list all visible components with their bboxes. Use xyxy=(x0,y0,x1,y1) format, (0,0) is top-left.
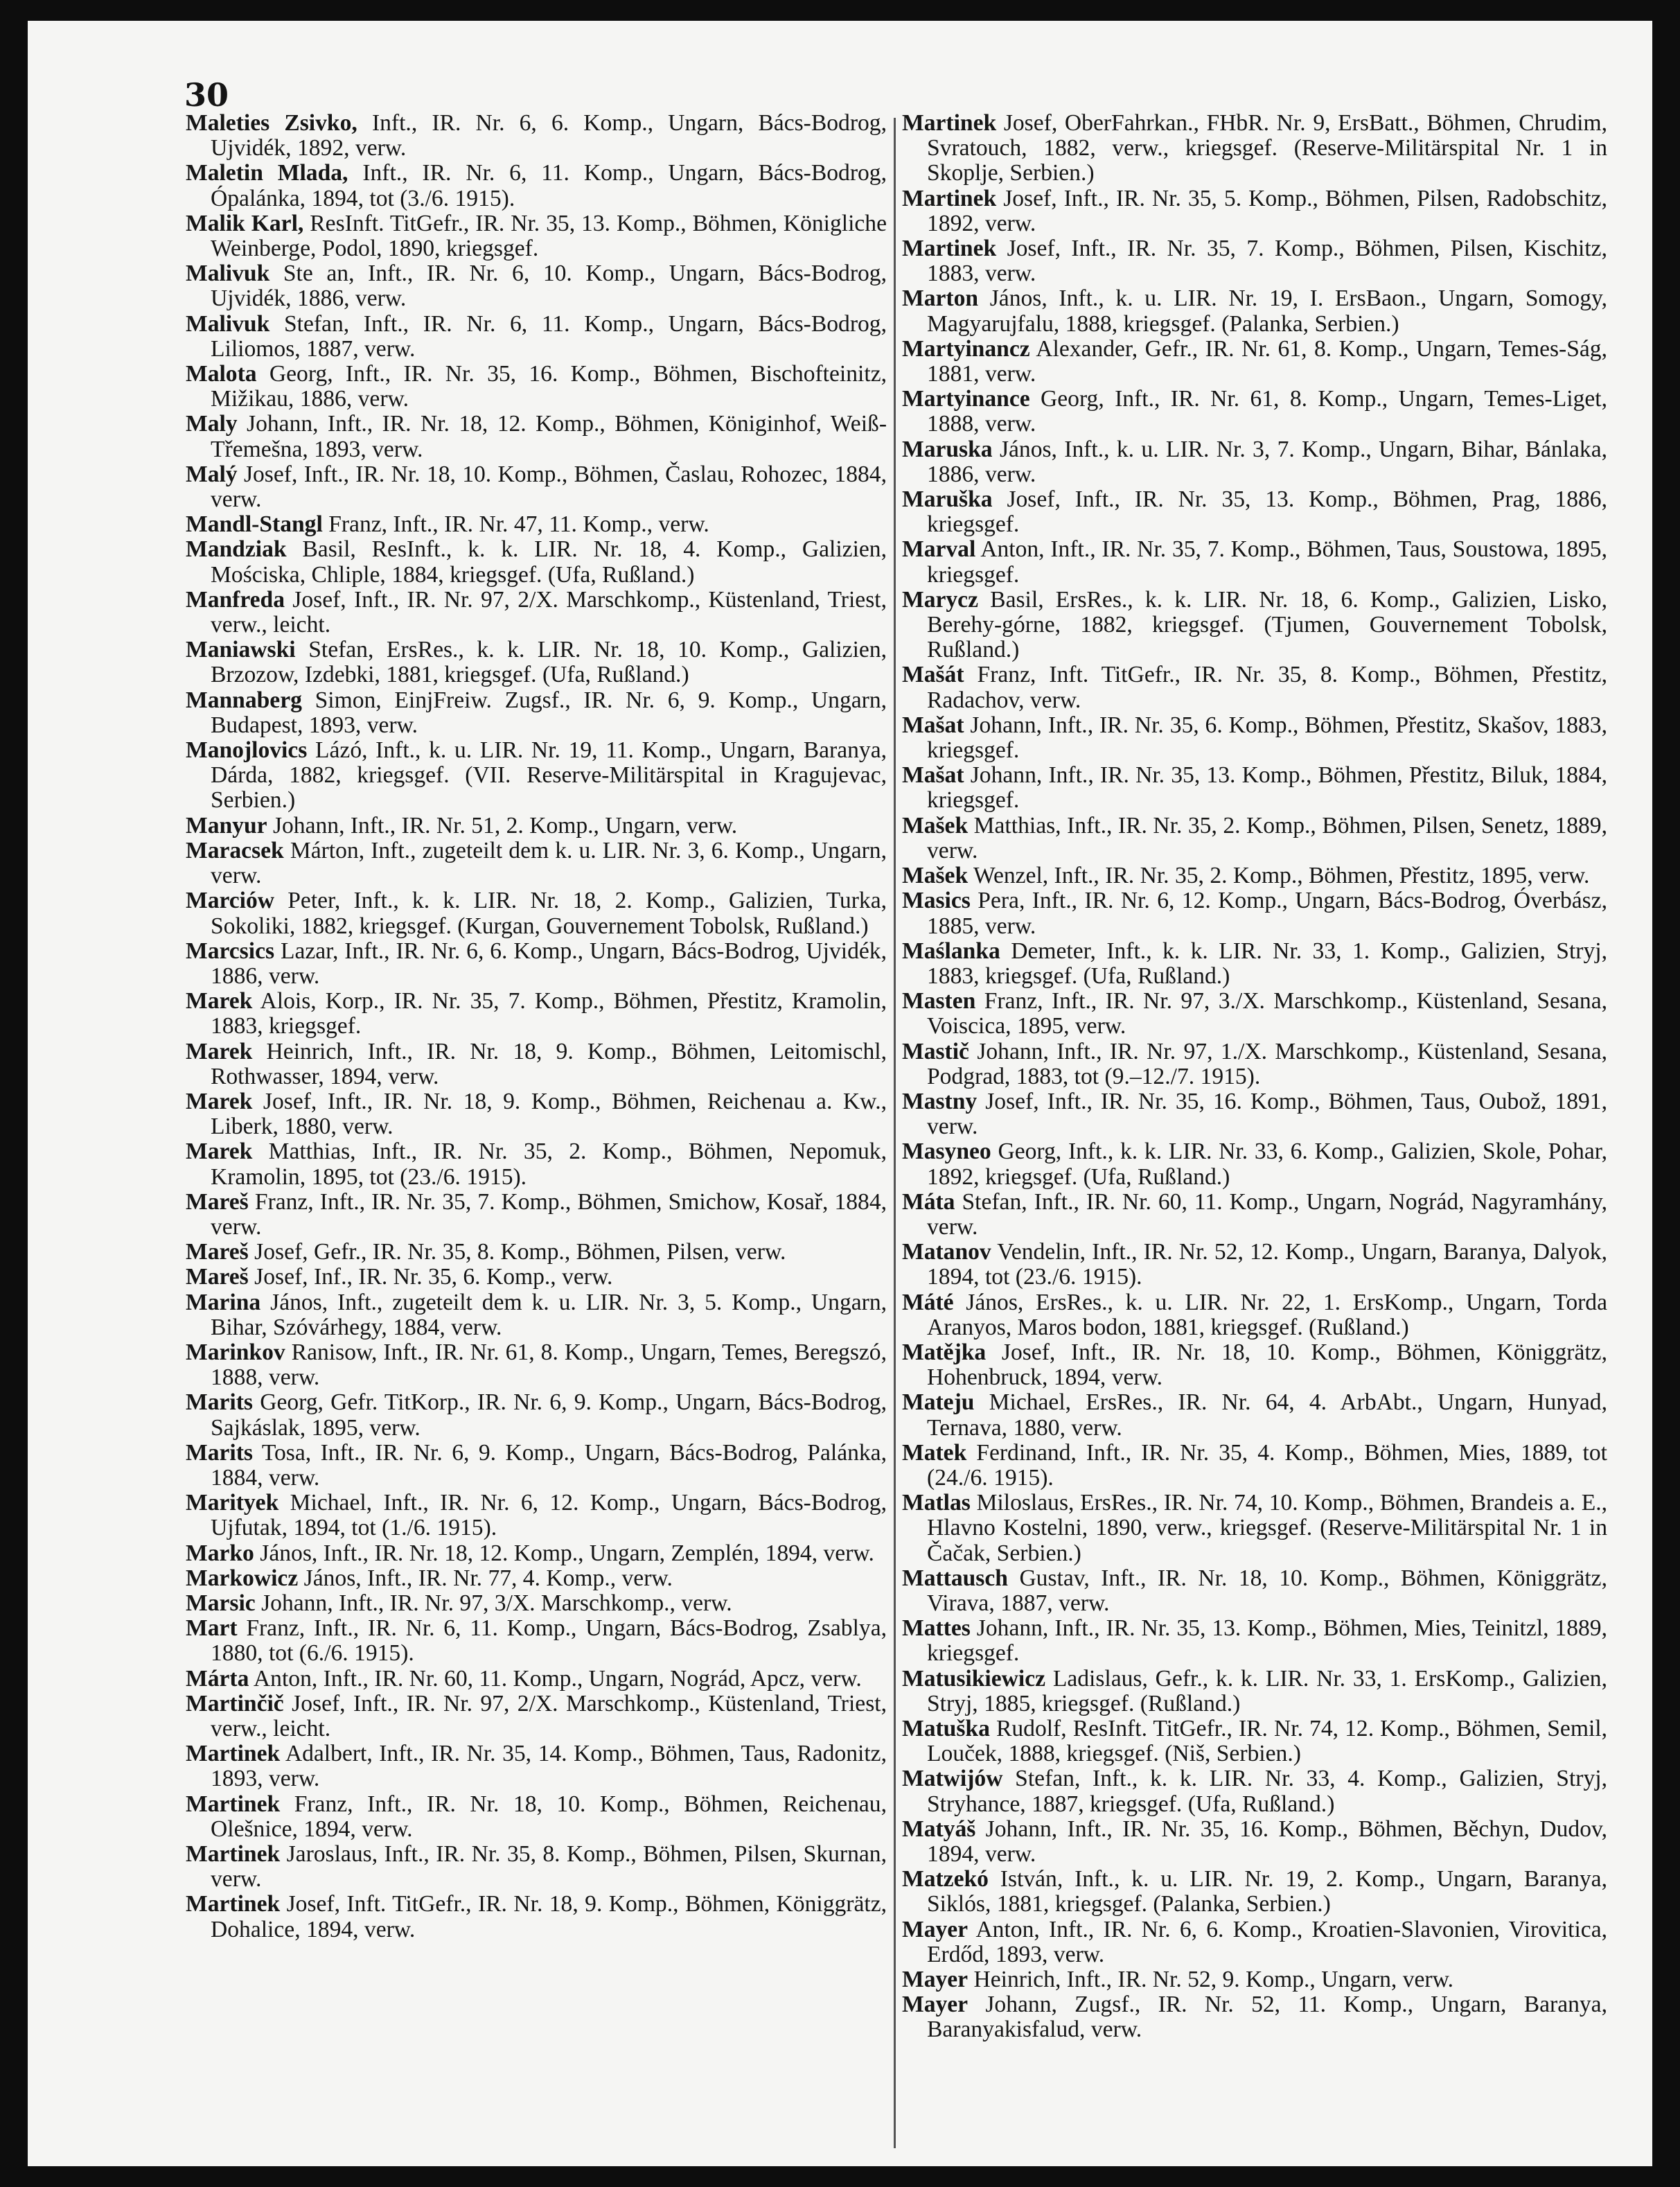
list-entry xyxy=(186,1089,887,1139)
list-entry xyxy=(902,863,1607,888)
entry-surname: Mašek xyxy=(902,863,969,889)
list-entry xyxy=(902,1441,1607,1491)
list-entry xyxy=(186,814,887,838)
list-entry xyxy=(902,814,1607,863)
entry-details: Franz, Inft., IR. Nr. 47, 11. Komp., verw. xyxy=(328,511,709,538)
list-entry xyxy=(186,939,887,989)
entry-details: Basil, ErsRes., k. k. LIR. Nr. 18, 6. Komp., Galizien, Lisko, Berehy-górne, 1882, kriegsgef. (Tjumen, Gouvernement Tobolsk, Rußland.) xyxy=(927,586,1607,663)
entry-surname: Marina xyxy=(186,1289,261,1315)
entry-details: Heinrich, Inft., IR. Nr. 52, 9. Komp., Ungarn, verw. xyxy=(973,1967,1454,1993)
entry-surname: Matlas xyxy=(902,1490,971,1516)
entry-details: Michael, Inft., IR. Nr. 6, 12. Komp., Ungarn, Bács-Bodrog, Ujfutak, 1894, tot (1./6. 1915). xyxy=(211,1490,887,1541)
list-entry xyxy=(902,437,1607,487)
list-entry xyxy=(186,211,887,261)
entry-surname: Masten xyxy=(902,988,976,1015)
list-entry xyxy=(186,1390,887,1440)
entry-details: Franz, Inft. TitGefr., IR. Nr. 35, 8. Komp., Böhmen, Přestitz, Radachov, verw. xyxy=(927,662,1607,713)
entry-details: Matthias, Inft., IR. Nr. 35, 2. Komp., Böhmen, Nepomuk, Kramolin, 1895, tot (23./6. 1915). xyxy=(211,1139,887,1190)
entry-details: Franz, Inft., IR. Nr. 18, 10. Komp., Böhmen, Reichenau, Olešnice, 1894, verw. xyxy=(211,1791,887,1842)
list-entry xyxy=(186,1566,887,1591)
entry-details: Wenzel, Inft., IR. Nr. 35, 2. Komp., Böhmen, Přestitz, 1895, verw. xyxy=(973,863,1590,889)
entry-surname: Matzekó xyxy=(902,1866,989,1892)
entry-surname: Matějka xyxy=(902,1339,987,1365)
list-entry xyxy=(902,1390,1607,1440)
list-entry xyxy=(902,111,1607,186)
entry-details: Stefan, Inft., IR. Nr. 6, 11. Komp., Ungarn, Bács-Bodrog, Liliomos, 1887, verw. xyxy=(211,310,887,362)
list-entry xyxy=(902,1566,1607,1616)
entry-surname: Mayer xyxy=(902,1916,969,1942)
entry-surname: Marton xyxy=(902,286,979,312)
list-entry xyxy=(186,1792,887,1842)
entry-surname: Markowicz xyxy=(186,1565,299,1591)
entry-details: Inft., IR. Nr. 6, 6. Komp., Ungarn, Bács-Bodrog, Ujvidék, 1892, verw. xyxy=(211,110,887,161)
entry-details: Johann, Inft., IR. Nr. 18, 12. Komp., Böhmen, Königinhof, Weiß-Třemešna, 1893, verw. xyxy=(211,411,887,462)
entry-surname: Masics xyxy=(902,888,971,914)
list-entry xyxy=(186,312,887,362)
entry-details: Josef, Inft., IR. Nr. 35, 16. Komp., Böhmen, Taus, Oubož, 1891, verw. xyxy=(927,1088,1607,1140)
entry-surname: Marek xyxy=(186,1139,253,1165)
list-entry xyxy=(902,1491,1607,1566)
entry-details: Stefan, Inft., k. k. LIR. Nr. 33, 4. Komp., Galizien, Stryj, Stryhance, 1887, kriegsgef. (Ufa, Rußland.) xyxy=(927,1766,1607,1817)
entry-details: Ste an, Inft., IR. Nr. 6, 10. Komp., Ungarn, Bács-Bodrog, Ujvidék, 1886, verw. xyxy=(211,261,887,312)
entry-details: Basil, ResInft., k. k. LIR. Nr. 18, 4. Komp., Galizien, Mościska, Chliple, 1884, kriegsgef. (Ufa, Rußland.) xyxy=(211,536,887,588)
entry-details: ResInft. TitGefr., IR. Nr. 35, 13. Komp., Böhmen, Königliche Weinberge, Podol, 1890, kriegsgef. xyxy=(211,210,887,262)
entry-surname: Marits xyxy=(186,1439,253,1466)
entry-surname: Mart xyxy=(186,1615,238,1642)
entry-surname: Márta xyxy=(186,1665,249,1692)
entry-details: Anton, Inft., IR. Nr. 35, 7. Komp., Böhmen, Taus, Soustowa, 1895, kriegsgef. xyxy=(927,536,1607,588)
entry-surname: Mayer xyxy=(902,1992,969,2018)
entry-surname: Mattes xyxy=(902,1615,971,1642)
entry-surname: Mateju xyxy=(902,1389,975,1416)
entry-details: Peter, Inft., k. k. LIR. Nr. 18, 2. Komp., Galizien, Turka, Sokoliki, 1882, kriegsgef. (Kurgan, Gouvernement Tobolsk, Rußland.) xyxy=(211,888,887,939)
entry-details: Georg, Inft., k. k. LIR. Nr. 33, 6. Komp., Galizien, Skole, Pohar, 1892, kriegsgef. (Ufa, Rußland.) xyxy=(927,1139,1607,1190)
entry-details: Josef, Inft., IR. Nr. 35, 5. Komp., Böhmen, Pilsen, Radobschitz, 1892, verw. xyxy=(927,185,1607,236)
entry-details: Jaroslaus, Inft., IR. Nr. 35, 8. Komp., Böhmen, Pilsen, Skurnan, verw. xyxy=(211,1841,887,1892)
list-entry xyxy=(902,1967,1607,1992)
entry-surname: Mašek xyxy=(902,812,969,838)
entry-details: Ranisow, Inft., IR. Nr. 61, 8. Komp., Ungarn, Temes, Beregszó, 1888, verw. xyxy=(211,1339,887,1391)
list-entry xyxy=(186,1491,887,1540)
entry-details: Franz, Inft., IR. Nr. 35, 7. Komp., Böhmen, Smichow, Kosař, 1884, verw. xyxy=(211,1188,887,1240)
list-entry xyxy=(902,1992,1607,2042)
entry-details: Johann, Inft., IR. Nr. 35, 13. Komp., Böhmen, Mies, Teinitzl, 1889, kriegsgef. xyxy=(927,1615,1607,1667)
list-entry xyxy=(186,1541,887,1566)
entry-surname: Matwijów xyxy=(902,1766,1003,1792)
list-entry xyxy=(186,537,887,587)
entry-surname: Matanov xyxy=(902,1239,991,1265)
entry-surname: Matyáš xyxy=(902,1816,976,1842)
entry-details: Josef, Inft., IR. Nr. 35, 13. Komp., Böhmen, Prag, 1886, kriegsgef. xyxy=(927,486,1607,538)
list-entry xyxy=(186,1190,887,1240)
list-entry xyxy=(902,537,1607,587)
entry-surname: Marek xyxy=(186,1038,253,1064)
entry-surname: Marko xyxy=(186,1540,254,1566)
list-entry xyxy=(902,1139,1607,1189)
list-entry xyxy=(186,989,887,1039)
entry-surname: Martinek xyxy=(902,110,997,136)
entry-surname: Marek xyxy=(186,1088,253,1114)
entry-details: Josef, Inft. TitGefr., IR. Nr. 18, 9. Komp., Böhmen, Königgrätz, Dohalice, 1894, verw. xyxy=(211,1891,887,1942)
entry-surname: Martinek xyxy=(186,1791,281,1817)
page-number: 30 xyxy=(184,76,229,114)
entry-surname: Martinek xyxy=(186,1741,281,1767)
entry-surname: Maracsek xyxy=(186,837,284,863)
list-entry xyxy=(902,1616,1607,1666)
list-entry xyxy=(186,512,887,537)
list-entry xyxy=(186,1692,887,1741)
entry-details: Johann, Inft., IR. Nr. 97, 1./X. Marschkomp., Küstenland, Sesana, Podgrad, 1883, tot (9.–12./7. 1915). xyxy=(927,1038,1607,1089)
list-entry xyxy=(186,1139,887,1189)
right-column xyxy=(902,111,1607,2043)
entry-surname: Matek xyxy=(902,1439,967,1466)
entry-surname: Marinkov xyxy=(186,1339,285,1365)
list-entry xyxy=(902,1039,1607,1089)
list-entry xyxy=(902,186,1607,236)
entry-details: Pera, Inft., IR. Nr. 6, 12. Komp., Ungarn, Bács-Bodrog, Óverbász, 1885, verw. xyxy=(927,888,1607,939)
entry-surname: Maletin Mlada, xyxy=(186,160,348,186)
document-page xyxy=(28,21,1652,2166)
list-entry xyxy=(902,1667,1607,1716)
list-entry xyxy=(186,888,887,938)
entry-details: Inft., IR. Nr. 6, 11. Komp., Ungarn, Bács-Bodrog, Ópalánka, 1894, tot (3./6. 1915). xyxy=(211,160,887,211)
entry-surname: Martyinance xyxy=(902,386,1030,412)
entry-details: Johann, Inft., IR. Nr. 35, 13. Komp., Böhmen, Přestitz, Biluk, 1884, kriegsgef. xyxy=(927,762,1607,814)
entry-surname: Máta xyxy=(902,1188,955,1215)
entry-details: János, Inft., k. u. LIR. Nr. 19, I. ErsBaon., Ungarn, Somogy, Magyarujfalu, 1888, kriegsgef. (Palanka, Serbien.) xyxy=(927,286,1607,337)
list-entry xyxy=(902,1917,1607,1967)
entry-surname: Manyur xyxy=(186,812,267,838)
entry-surname: Mašat xyxy=(902,762,964,789)
list-entry xyxy=(902,763,1607,813)
list-entry xyxy=(186,1616,887,1666)
list-entry xyxy=(186,111,887,161)
list-entry xyxy=(902,487,1607,537)
list-entry xyxy=(902,888,1607,938)
entry-details: Johann, Inft., IR. Nr. 35, 16. Komp., Böhmen, Běchyn, Dudov, 1894, verw. xyxy=(927,1816,1607,1868)
entry-surname: Malivuk xyxy=(186,261,270,287)
entry-surname: Maniawski xyxy=(186,637,296,663)
entry-details: Vendelin, Inft., IR. Nr. 52, 12. Komp., Ungarn, Baranya, Dalyok, 1894, tot (23./6. 1915). xyxy=(927,1239,1607,1290)
list-entry xyxy=(902,939,1607,989)
entry-surname: Maruška xyxy=(902,486,993,513)
entry-surname: Manfreda xyxy=(186,586,285,613)
entry-details: Rudolf, ResInft. TitGefr., IR. Nr. 74, 12. Komp., Böhmen, Semil, Louček, 1888, kriegsgef. (Niš, Serbien.) xyxy=(927,1716,1607,1767)
entry-surname: Marval xyxy=(902,536,976,563)
list-entry xyxy=(902,236,1607,286)
entry-details: Georg, Inft., IR. Nr. 61, 8. Komp., Ungarn, Temes-Liget, 1888, verw. xyxy=(927,386,1607,437)
list-entry xyxy=(902,1716,1607,1766)
entry-details: Josef, Inft., IR. Nr. 18, 10. Komp., Böhmen, Časlau, Rohozec, 1884, verw. xyxy=(211,461,887,513)
list-entry xyxy=(186,1591,887,1616)
entry-details: Josef, OberFahrkan., FHbR. Nr. 9, ErsBatt., Böhmen, Chrudim, Svratouch, 1882, verw., kriegsgef. (Reserve-Militärspital Nr. 1 in Skoplje, Serbien.) xyxy=(927,110,1607,186)
entry-surname: Mannaberg xyxy=(186,687,302,713)
entry-surname: Malik Karl, xyxy=(186,210,304,236)
entry-surname: Maleties Zsivko, xyxy=(186,110,357,136)
entry-surname: Masyneo xyxy=(902,1139,991,1165)
entry-surname: Matusikiewicz xyxy=(902,1665,1046,1692)
list-entry xyxy=(186,1441,887,1491)
list-entry xyxy=(902,713,1607,763)
list-entry xyxy=(902,1290,1607,1340)
entry-details: Stefan, ErsRes., k. k. LIR. Nr. 18, 10. Komp., Galizien, Brzozow, Izdebki, 1881, kriegsgef. (Ufa, Rußland.) xyxy=(211,637,887,688)
entry-details: Josef, Inft., IR. Nr. 18, 10. Komp., Böhmen, Königgrätz, Hohenbruck, 1894, verw. xyxy=(927,1339,1607,1391)
entry-details: Josef, Inf., IR. Nr. 35, 6. Komp., verw. xyxy=(254,1264,613,1290)
list-entry xyxy=(186,1265,887,1290)
entry-details: János, ErsRes., k. u. LIR. Nr. 22, 1. ErsKomp., Ungarn, Torda Aranyos, Maros bodon, 1881, kriegsgef. (Rußland.) xyxy=(927,1289,1607,1340)
entry-surname: Martinek xyxy=(902,236,997,262)
list-entry xyxy=(186,638,887,687)
entry-surname: Martinčič xyxy=(186,1690,284,1716)
entry-surname: Maślanka xyxy=(902,938,1000,964)
entry-details: Gustav, Inft., IR. Nr. 18, 10. Komp., Böhmen, Königgrätz, Virava, 1887, verw. xyxy=(927,1565,1607,1616)
list-entry xyxy=(902,1817,1607,1867)
entry-surname: Maruska xyxy=(902,436,993,462)
list-entry xyxy=(186,688,887,738)
entry-surname: Marsic xyxy=(186,1590,256,1616)
entry-details: Johann, Inft., IR. Nr. 97, 3/X. Marschkomp., verw. xyxy=(261,1590,732,1616)
entry-details: István, Inft., k. u. LIR. Nr. 19, 2. Komp., Ungarn, Baranya, Siklós, 1881, kriegsgef. (Palanka, Serbien.) xyxy=(927,1866,1607,1917)
entry-details: Miloslaus, ErsRes., IR. Nr. 74, 10. Komp., Böhmen, Brandeis a. E., Hlavno Kostelni, 1890, verw., kriegsgef. (Reserve-Militärspital Nr. 1 in Čačak, Serbien.) xyxy=(927,1490,1607,1566)
entry-details: Franz, Inft., IR. Nr. 97, 3./X. Marschkomp., Küstenland, Sesana, Voiscica, 1895, verw. xyxy=(927,988,1607,1039)
entry-details: Matthias, Inft., IR. Nr. 35, 2. Komp., Böhmen, Pilsen, Senetz, 1889, verw. xyxy=(927,812,1607,863)
left-column xyxy=(186,111,887,1942)
entry-details: Lázó, Inft., k. u. LIR. Nr. 19, 11. Komp., Ungarn, Baranya, Dárda, 1882, kriegsgef. (VII. Reserve-Militärspital in Kragujevac, Serbien.) xyxy=(211,737,887,814)
entry-surname: Mareš xyxy=(186,1264,249,1290)
entry-details: Georg, Gefr. TitKorp., IR. Nr. 6, 9. Komp., Ungarn, Bács-Bodrog, Sajkáslak, 1895, verw. xyxy=(211,1389,887,1441)
entry-details: Demeter, Inft., k. k. LIR. Nr. 33, 1. Komp., Galizien, Stryj, 1883, kriegsgef. (Ufa, Rußland.) xyxy=(927,938,1607,989)
entry-details: János, Inft., k. u. LIR. Nr. 3, 7. Komp., Ungarn, Bihar, Bánlaka, 1886, verw. xyxy=(927,436,1607,487)
entry-details: Heinrich, Inft., IR. Nr. 18, 9. Komp., Böhmen, Leitomischl, Rothwasser, 1894, verw. xyxy=(211,1038,887,1089)
list-entry xyxy=(186,838,887,888)
entry-details: Anton, Inft., IR. Nr. 6, 6. Komp., Kroatien-Slavonien, Virovitica, Erdőd, 1893, verw. xyxy=(927,1916,1607,1967)
list-entry xyxy=(186,462,887,512)
list-entry xyxy=(186,588,887,638)
entry-details: Márton, Inft., zugeteilt dem k. u. LIR. Nr. 3, 6. Komp., Ungarn, verw. xyxy=(211,837,887,889)
list-entry xyxy=(902,337,1607,387)
entry-surname: Marek xyxy=(186,988,253,1015)
entry-details: Georg, Inft., IR. Nr. 35, 16. Komp., Böhmen, Bischofteinitz, Mižikau, 1886, verw. xyxy=(211,361,887,412)
entry-surname: Mandziak xyxy=(186,536,287,563)
entry-surname: Malota xyxy=(186,361,257,387)
list-entry xyxy=(186,412,887,462)
entry-surname: Martyinancz xyxy=(902,335,1030,362)
entry-details: János, Inft., IR. Nr. 18, 12. Komp., Ungarn, Zemplén, 1894, verw. xyxy=(260,1540,874,1566)
list-entry xyxy=(902,1089,1607,1139)
list-entry xyxy=(902,989,1607,1039)
column-divider xyxy=(894,118,896,2148)
list-entry xyxy=(186,1667,887,1692)
entry-surname: Máté xyxy=(902,1289,954,1315)
list-entry xyxy=(186,1892,887,1942)
list-entry xyxy=(186,161,887,211)
list-entry xyxy=(902,1867,1607,1917)
entry-surname: Mattausch xyxy=(902,1565,1008,1591)
list-entry xyxy=(902,1340,1607,1390)
entry-surname: Mašát xyxy=(902,662,964,688)
list-entry xyxy=(186,738,887,814)
entry-details: Johann, Inft., IR. Nr. 51, 2. Komp., Ungarn, verw. xyxy=(272,812,738,838)
list-entry xyxy=(902,1240,1607,1290)
entry-surname: Malý xyxy=(186,461,238,487)
entry-details: Lazar, Inft., IR. Nr. 6, 6. Komp., Ungarn, Bács-Bodrog, Ujvidék, 1886, verw. xyxy=(211,938,887,989)
entry-details: János, Inft., zugeteilt dem k. u. LIR. Nr. 3, 5. Komp., Ungarn, Bihar, Szóvárhegy, 1884, verw. xyxy=(211,1289,887,1340)
entry-surname: Martinek xyxy=(186,1891,281,1917)
entry-details: Alois, Korp., IR. Nr. 35, 7. Komp., Böhmen, Přestitz, Kramolin, 1883, kriegsgef. xyxy=(211,988,887,1039)
list-entry xyxy=(186,1240,887,1265)
entry-surname: Martinek xyxy=(186,1841,281,1868)
list-entry xyxy=(186,362,887,412)
entry-details: Simon, EinjFreiw. Zugsf., IR. Nr. 6, 9. Komp., Ungarn, Budapest, 1893, verw. xyxy=(211,687,887,738)
list-entry xyxy=(902,662,1607,712)
entry-surname: Mastič xyxy=(902,1038,969,1064)
entry-details: Tosa, Inft., IR. Nr. 6, 9. Komp., Ungarn, Bács-Bodrog, Palánka, 1884, verw. xyxy=(211,1439,887,1491)
entry-surname: Marycz xyxy=(902,586,978,613)
entry-details: Josef, Inft., IR. Nr. 97, 2/X. Marschkomp., Küstenland, Triest, verw., leicht. xyxy=(211,586,887,638)
entry-details: János, Inft., IR. Nr. 77, 4. Komp., verw. xyxy=(303,1565,673,1591)
entry-surname: Mastny xyxy=(902,1088,978,1114)
entry-surname: Marcsics xyxy=(186,938,275,964)
entry-surname: Mareš xyxy=(186,1188,249,1215)
entry-surname: Mareš xyxy=(186,1239,249,1265)
entry-surname: Marits xyxy=(186,1389,253,1416)
entry-surname: Mašat xyxy=(902,712,964,738)
entry-details: Ladislaus, Gefr., k. k. LIR. Nr. 33, 1. ErsKomp., Galizien, Stryj, 1885, kriegsgef. (Rußland.) xyxy=(927,1665,1607,1716)
list-entry xyxy=(186,1842,887,1892)
entry-surname: Martinek xyxy=(902,185,997,211)
entry-surname: Mandl-Stangl xyxy=(186,511,323,538)
entry-details: Josef, Inft., IR. Nr. 35, 7. Komp., Böhmen, Pilsen, Kischitz, 1883, verw. xyxy=(927,236,1607,287)
entry-details: Johann, Inft., IR. Nr. 35, 6. Komp., Böhmen, Přestitz, Skašov, 1883, kriegsgef. xyxy=(927,712,1607,764)
list-entry xyxy=(186,1290,887,1340)
entry-surname: Marityek xyxy=(186,1490,279,1516)
entry-surname: Marciów xyxy=(186,888,275,914)
entry-details: Michael, ErsRes., IR. Nr. 64, 4. ArbAbt., Ungarn, Hunyad, Ternava, 1880, verw. xyxy=(927,1389,1607,1441)
list-entry xyxy=(186,1340,887,1390)
list-entry xyxy=(902,387,1607,437)
list-entry xyxy=(902,588,1607,663)
entry-details: Stefan, Inft., IR. Nr. 60, 11. Komp., Ungarn, Nográd, Nagyramhány, verw. xyxy=(927,1188,1607,1240)
entry-details: Josef, Gefr., IR. Nr. 35, 8. Komp., Böhmen, Pilsen, verw. xyxy=(254,1239,786,1265)
list-entry xyxy=(902,1766,1607,1816)
list-entry xyxy=(902,286,1607,336)
entry-surname: Malivuk xyxy=(186,310,270,337)
entry-details: Ferdinand, Inft., IR. Nr. 35, 4. Komp., Böhmen, Mies, 1889, tot (24./6. 1915). xyxy=(927,1439,1607,1491)
entry-details: Josef, Inft., IR. Nr. 97, 2/X. Marschkomp., Küstenland, Triest, verw., leicht. xyxy=(211,1690,887,1741)
entry-surname: Mayer xyxy=(902,1967,969,1993)
entry-surname: Manojlovics xyxy=(186,737,308,764)
entry-details: Johann, Zugsf., IR. Nr. 52, 11. Komp., Ungarn, Baranya, Baranyakisfalud, verw. xyxy=(927,1992,1607,2043)
entry-details: Adalbert, Inft., IR. Nr. 35, 14. Komp., Böhmen, Taus, Radonitz, 1893, verw. xyxy=(211,1741,887,1792)
entry-surname: Maly xyxy=(186,411,238,437)
entry-surname: Matuška xyxy=(902,1716,990,1741)
entry-details: Josef, Inft., IR. Nr. 18, 9. Komp., Böhmen, Reichenau a. Kw., Liberk, 1880, verw. xyxy=(211,1088,887,1140)
list-entry xyxy=(186,1741,887,1791)
list-entry xyxy=(186,1039,887,1089)
entry-details: Alexander, Gefr., IR. Nr. 61, 8. Komp., Ungarn, Temes-Ság, 1881, verw. xyxy=(927,335,1607,387)
list-entry xyxy=(186,261,887,311)
entry-details: Franz, Inft., IR. Nr. 6, 11. Komp., Ungarn, Bács-Bodrog, Zsablya, 1880, tot (6./6. 1915). xyxy=(211,1615,887,1667)
entry-details: Anton, Inft., IR. Nr. 60, 11. Komp., Ungarn, Nográd, Apcz, verw. xyxy=(253,1665,862,1692)
list-entry xyxy=(902,1190,1607,1240)
